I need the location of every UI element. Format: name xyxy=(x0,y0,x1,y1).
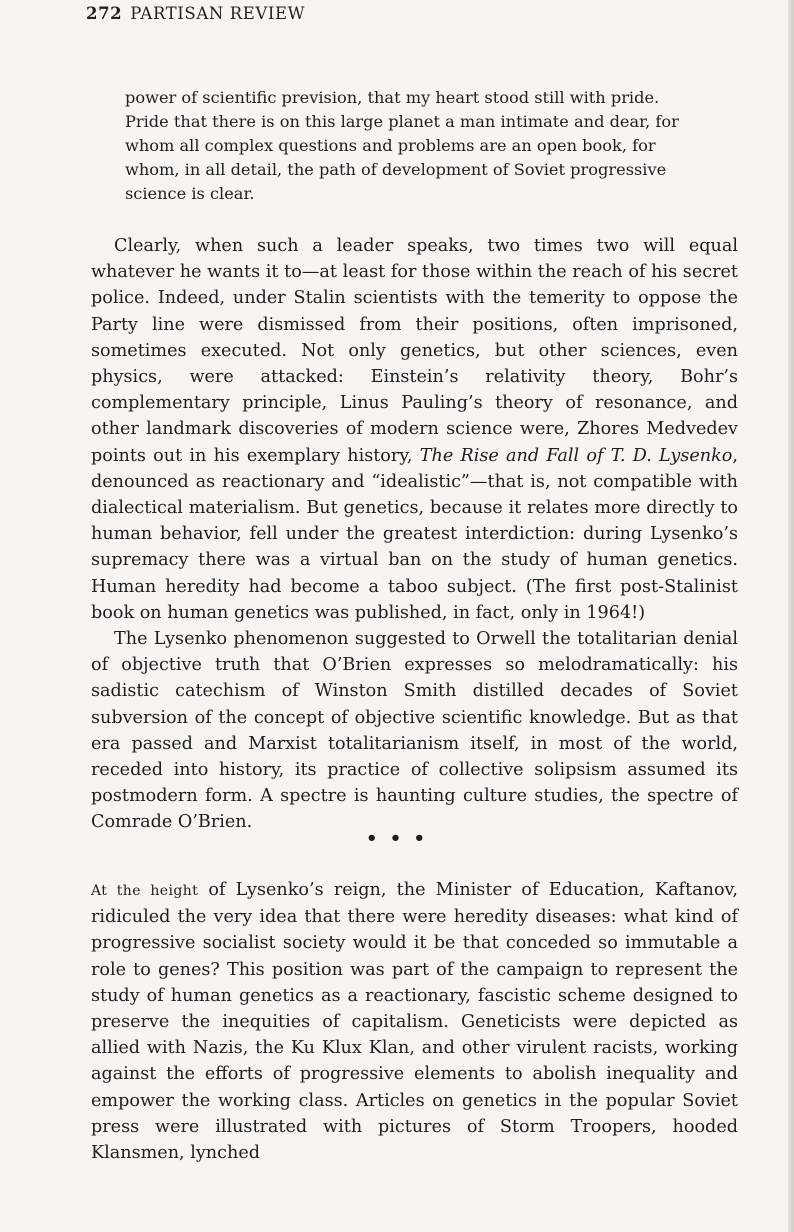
book-title: The Rise and Fall of T. D. Lysenko xyxy=(419,445,733,466)
paragraph-3 xyxy=(91,877,738,1166)
running-title: PARTISAN REVIEW xyxy=(130,4,306,23)
paragraph-3-text: of Lysenko’s reign, the Minister of Education, Kaftanov, ridiculed the very idea that there were heredity diseases: what kind of progressive socialist society would it be that conceded so immutable a role to genes? This position was part of the campaign to represent the study of human genetics as a reactionary, fascistic scheme designed to preserve the inequities of capitalism. Geneticists were depicted as allied with Nazis, the Ku Klux Klan, and other virulent racists, working against the efforts of progressive elements to abolish inequality and empower the working class. Articles on genetics in the popular Soviet press were illustrated with pictures of Storm Troopers, hooded Klansmen, lynched xyxy=(91,880,738,1164)
page-edge-shadow xyxy=(788,0,794,1232)
page-number: 272 xyxy=(86,4,123,23)
block-quote: power of scientific prevision, that my heart stood still with pride. Pride that there is on this large planet a man intimate and dear, for whom all complex questions and problems are an open book, for whom, in all detail, the path of development of Soviet progressive science is clear. xyxy=(125,88,679,203)
paragraph-2: The Lysenko phenomenon suggested to Orwell the totalitarian denial of objective truth that O’Brien expresses so melodramatically: his sadistic catechism of Winston Smith distilled decades of Soviet subversion of the concept of objective scientific knowledge. But as that era passed and Marxist totalitarianism itself, in most of the world, receded into history, its practice of collective solipsism assumed its postmodern form. A spectre is haunting culture studies, the spectre of Comrade O’Brien. xyxy=(91,629,738,833)
small-caps-lead: At the height xyxy=(91,883,199,899)
section-break: • • • xyxy=(365,828,429,849)
paragraph-1-text-a: Clearly, when such a leader speaks, two times two will equal whatever he wants it to—at least for those within the reach of his secret police. Indeed, under Stalin scientists with the temerity to oppose the Party line were dismissed from their positions, often imprisoned, sometimes executed. Not only genetics, but other sciences, even physics, were attacked: Einstein’s relativity theory, Bohr’s complementary principle, Linus Pauling’s theory of resonance, and other landmark discoveries of modern science were, Zhores Medvedev points out in his exemplary history, xyxy=(91,236,738,466)
paragraph-1 xyxy=(91,233,738,626)
paragraph-1-text-b: , denounced as reactionary and “idealistic”—that is, not compatible with dialectical materialism. But genetics, because it relates more directly to human behavior, fell under the greatest interdiction: during Lysenko’s supremacy there was a virtual ban on the study of human genetics. Human heredity had become a taboo subject. (The first post-Stalinist book on human genetics was published, in fact, only in 1964!) xyxy=(91,445,738,623)
body-text-upper xyxy=(91,233,738,836)
running-header xyxy=(86,4,305,23)
body-text-lower xyxy=(91,877,738,1166)
